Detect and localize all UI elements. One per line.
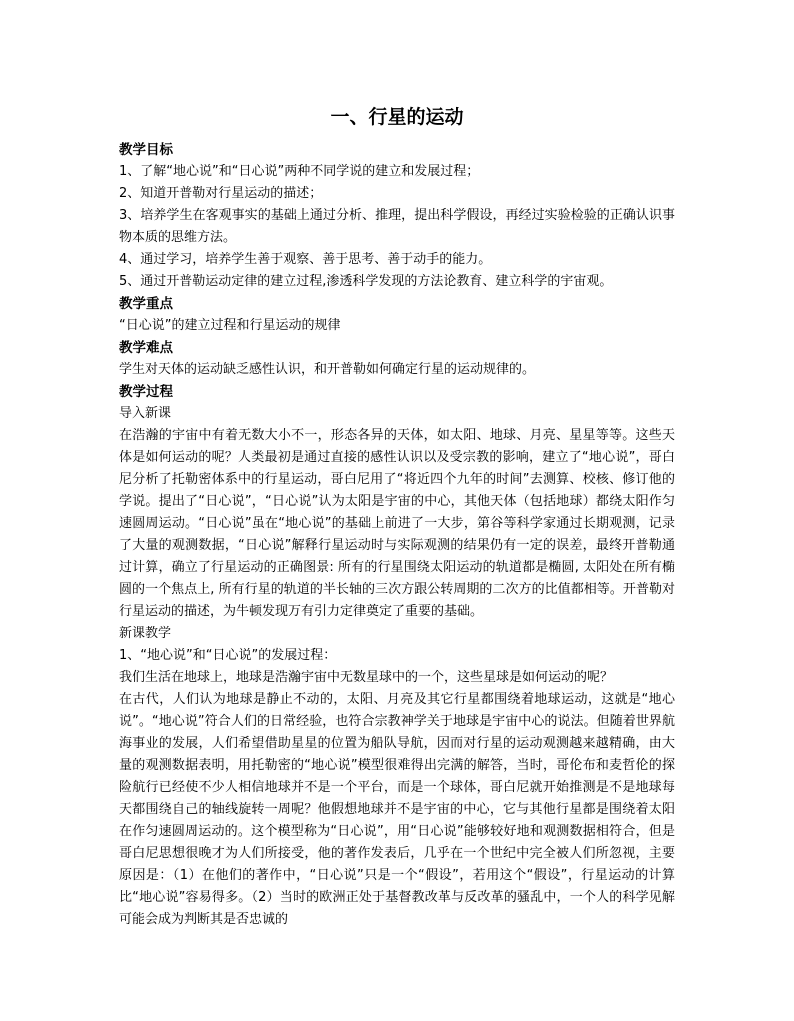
key-point-heading: 教学重点	[119, 296, 173, 312]
process-heading: 教学过程	[119, 384, 173, 400]
section1-question: 我们生活在地球上，地球是浩瀚宇宙中无数星球中的一个，这些星球是如何运动的呢？	[119, 670, 614, 685]
goal-item-3: 3、培养学生在客观事实的基础上通过分析、推理，提出科学假设，再经过实验检验的正确认识事物本质的思维方法。	[119, 208, 675, 245]
new-lesson-label: 新课教学	[119, 626, 172, 641]
goal-item-2: 2、知道开普勒对行星运动的描述；	[119, 186, 323, 201]
section1-title: 1、“地心说”和“日心说”的发展过程：	[119, 648, 337, 663]
goals-heading: 教学目标	[119, 142, 173, 158]
difficulty-text: 学生对天体的运动缺乏感性认识，和开普勒如何确定行星的运动规律的。	[119, 362, 536, 377]
goal-item-4: 4、通过学习，培养学生善于观察、善于思考、善于动手的能力。	[119, 252, 492, 267]
goal-item-1: 1、了解“地心说”和“日心说”两种不同学说的建立和发展过程；	[119, 164, 480, 179]
page-title: 一、行星的运动	[330, 106, 464, 128]
document-body	[119, 104, 675, 931]
intro-label: 导入新课	[119, 406, 172, 421]
goal-item-5: 5、通过开普勒运动定律的建立过程,渗透科学发现的方法论教育、建立科学的宇宙观。	[119, 274, 613, 289]
section1-paragraph: 在古代，人们认为地球是静止不动的，太阳、月亮及其它行星都围绕着地球运动，这就是“地心说”。“地心说”符合人们的日常经验，也符合宗教神学关于地球是宇宙中心的说法。但随着世界航海事业的发展，人们希望借助星星的位置为船队导航，因而对行星的运动观测越来越精确，由大量的观测数据表明，用托勒密的“地心说”模型很难得出完满的解答，当时，哥伦布和麦哲伦的探险航行已经使不少人相信地球并不是一个平台，而是一个球体，哥白尼就开始推测是不是地球每天都围绕自己的轴线旋转一周呢？他假想地球并不是宇宙的中心，它与其他行星都是围绕着太阳在作匀速圆周运动的。这个模型称为“日心说”，用“日心说”能够较好地和观测数据相符合，但是哥白尼思想很晚才为人们所接受，他的著作发表后，几乎在一个世纪中完全被人们所忽视，主要原因是：（1）在他们的著作中，“日心说”只是一个“假设”，若用这个“假设”，行星运动的计算比“地心说”容易得多。（2）当时的欧洲正处于基督教改革与反改革的骚乱中，一个人的科学见解可能会成为判断其是否忠诚的	[119, 692, 675, 927]
difficulty-heading: 教学难点	[119, 340, 173, 356]
key-point-text: “日心说”的建立过程和行星运动的规律	[119, 318, 341, 333]
intro-paragraph: 在浩瀚的宇宙中有着无数大小不一，形态各异的天体，如太阳、地球、月亮、星星等等。这些天体是如何运动的呢？人类最初是通过直接的感性认识以及受宗教的影响，建立了“地心说”，哥白尼分析了托勒密体系中的行星运动，哥白尼用了“将近四个九年的时间”去测算、校核、修订他的学说。提出了“日心说”，“日心说”认为太阳是宇宙的中心，其他天体（包括地球）都绕太阳作匀速圆周运动。“日心说”虽在“地心说”的基础上前进了一大步，第谷等科学家通过长期观测，记录了大量的观测数据，“日心说”解释行星运动时与实际观测的结果仍有一定的误差，最终开普勒通过计算，确立了行星运动的正确图景: 所有的行星围绕太阳运动的轨道都是椭圆, 太阳处在所有椭圆的一个焦点上, 所有行星的轨道的半长轴的三次方跟公转周期的二次方的比值都相等。开普勒对行星运动的描述，为牛顿发现万有引力定律奠定了重要的基础。	[119, 428, 675, 619]
